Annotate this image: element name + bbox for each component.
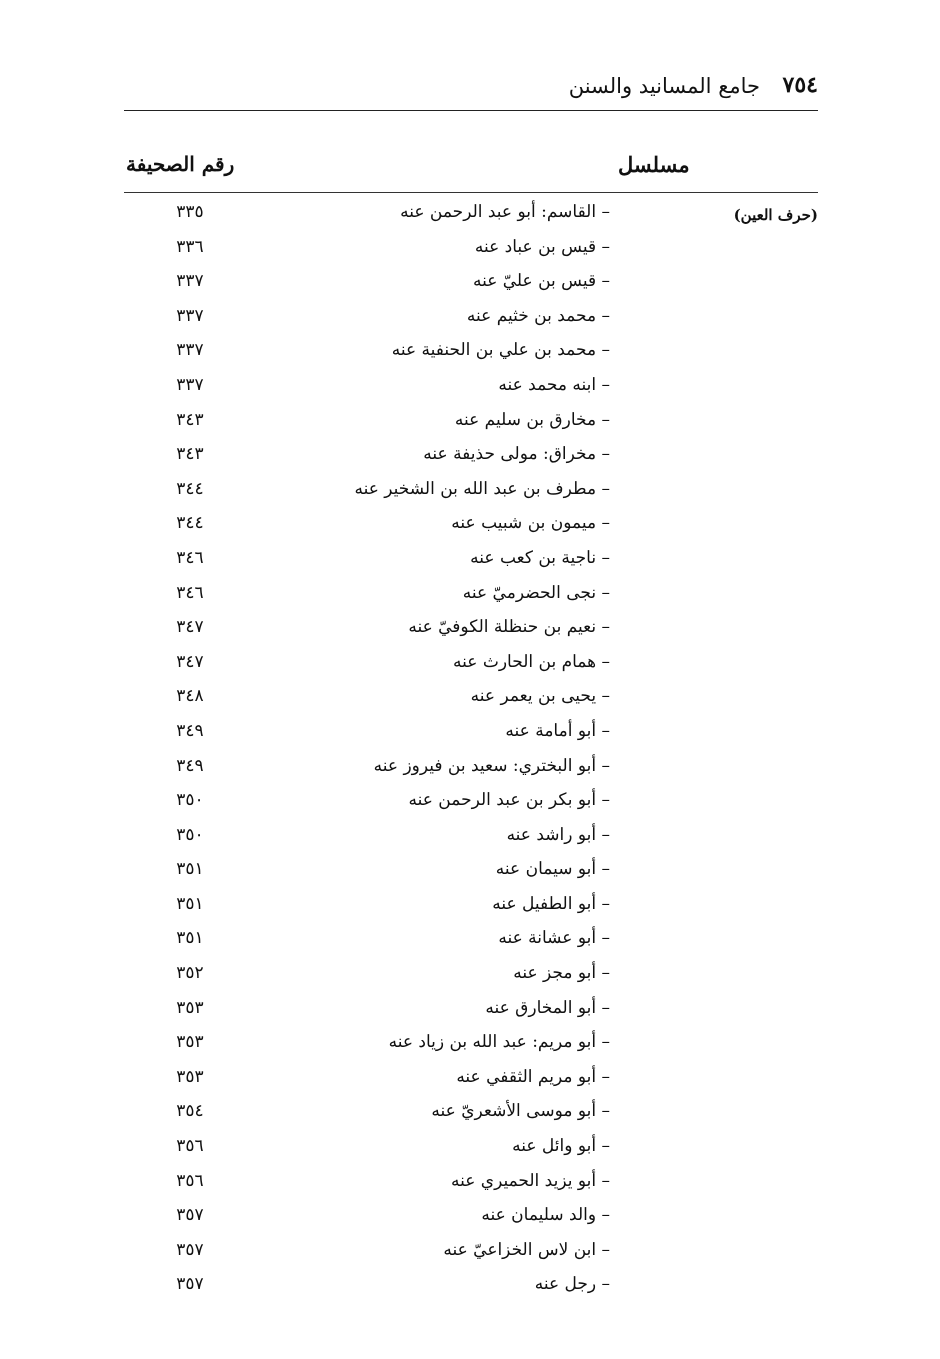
- index-row: [0, 1132, 940, 1167]
- index-entries: [0, 198, 940, 1305]
- entry-page-number: ٣٤٨: [176, 686, 204, 707]
- entry-text: – يحيى بن يعمر عنه: [470, 686, 610, 707]
- entry-text: – القاسم: أبو عبد الرحمن عنه: [400, 202, 610, 222]
- entry-page-number: ٣٤٤: [176, 478, 204, 499]
- entry-page-number: ٣٥٠: [176, 824, 204, 845]
- entry-text: – ناجية بن كعب عنه: [470, 547, 610, 568]
- entry-page-number: ٣٣٧: [176, 305, 204, 326]
- page-number: ٧٥٤: [782, 72, 818, 98]
- index-row: [0, 406, 940, 441]
- index-row: [0, 959, 940, 994]
- index-row: [0, 855, 940, 890]
- index-row: [0, 613, 940, 648]
- entry-text: – مخراق: مولى حذيفة عنه: [423, 444, 610, 465]
- entry-text: – رجل عنه: [534, 1274, 610, 1295]
- entry-page-number: ٣٥١: [176, 859, 204, 880]
- entry-page-number: ٣٥٦: [176, 1136, 204, 1157]
- index-row: [0, 198, 940, 233]
- entry-text: – أبو مجز عنه: [513, 963, 610, 984]
- entry-text: – قيس بن عباد عنه: [474, 236, 610, 257]
- entry-page-number: ٣٣٦: [176, 236, 204, 257]
- entry-page-number: ٣٣٥: [176, 202, 204, 222]
- entry-page-number: ٣٥١: [176, 928, 204, 949]
- entry-text: – والد سليمان عنه: [481, 1205, 610, 1226]
- entry-text: – محمد بن علي بن الحنفية عنه: [391, 340, 610, 361]
- index-row: [0, 717, 940, 752]
- index-row: [0, 1097, 940, 1132]
- index-row: [0, 440, 940, 475]
- page-number-column-header: رقم الصحيفة: [126, 152, 235, 176]
- entry-page-number: ٣٥٣: [176, 997, 204, 1018]
- index-row: [0, 1236, 940, 1271]
- entry-page-number: ٣٥١: [176, 893, 204, 914]
- index-row: [0, 924, 940, 959]
- index-row: [0, 1063, 940, 1098]
- entry-text: – أبو سيمان عنه: [495, 859, 610, 880]
- entry-text: – أبو مريم الثقفي عنه: [456, 1066, 610, 1087]
- entry-text: – همام بن الحارث عنه: [453, 651, 610, 672]
- entry-page-number: ٣٤٣: [176, 444, 204, 465]
- entry-page-number: ٣٥٦: [176, 1170, 204, 1191]
- entry-text: – ابن لاس الخزاعيّ عنه: [443, 1239, 610, 1260]
- entry-text: – أبو موسى الأشعريّ عنه: [431, 1101, 610, 1122]
- index-row: [0, 1270, 940, 1305]
- entry-page-number: ٣٤٧: [176, 617, 204, 638]
- entry-text: – أبو الطفيل عنه: [492, 893, 610, 914]
- index-row: [0, 648, 940, 683]
- entry-text: – أبو بكر بن عبد الرحمن عنه: [408, 790, 610, 811]
- entry-page-number: ٣٥٣: [176, 1032, 204, 1053]
- index-row: [0, 233, 940, 268]
- entry-text: – محمد بن خثيم عنه: [466, 305, 610, 326]
- entry-text: – أبو مريم: عبد الله بن زياد عنه: [388, 1032, 610, 1053]
- index-row: [0, 752, 940, 787]
- entry-text: – أبو عشانة عنه: [498, 928, 610, 949]
- entry-text: – قيس بن عليّ عنه: [472, 271, 610, 292]
- index-row: [0, 302, 940, 337]
- entry-text: – أبو يزيد الحميري عنه: [450, 1170, 610, 1191]
- index-row: [0, 890, 940, 925]
- entry-page-number: ٣٤٩: [176, 755, 204, 776]
- section-label: (حرف العين): [733, 206, 818, 224]
- entry-text: – ابنه محمد عنه: [498, 374, 610, 395]
- entry-text: – مطرف بن عبد الله بن الشخير عنه: [354, 478, 610, 499]
- entry-page-number: ٣٣٧: [176, 340, 204, 361]
- entry-page-number: ٣٣٧: [176, 374, 204, 395]
- index-row: [0, 336, 940, 371]
- index-row: [0, 475, 940, 510]
- page-header: [124, 66, 818, 111]
- index-row: [0, 786, 940, 821]
- serial-column-header: مسلسل: [618, 152, 690, 177]
- entry-text: – أبو وائل عنه: [512, 1136, 610, 1157]
- entry-text: – ميمون بن شبيب عنه: [451, 513, 610, 534]
- entry-text: – مخارق بن سليم عنه: [454, 409, 610, 430]
- index-row: [0, 371, 940, 406]
- entry-page-number: ٣٤٣: [176, 409, 204, 430]
- index-row: [0, 1028, 940, 1063]
- index-row: [0, 1167, 940, 1202]
- entry-page-number: ٣٤٧: [176, 651, 204, 672]
- index-row: [0, 682, 940, 717]
- index-row: [0, 267, 940, 302]
- entry-page-number: ٣٥٧: [176, 1205, 204, 1226]
- entry-page-number: ٣٥٧: [176, 1274, 204, 1295]
- entry-page-number: ٣٣٧: [176, 271, 204, 292]
- entry-text: – نجى الحضرميّ عنه: [462, 582, 610, 603]
- entry-text: – أبو أمامة عنه: [505, 720, 610, 741]
- entry-text: – أبو البختري: سعيد بن فيروز عنه: [373, 755, 610, 776]
- index-row: [0, 544, 940, 579]
- running-title: جامع المسانيد والسنن: [568, 74, 760, 98]
- index-row: [0, 579, 940, 614]
- index-row: [0, 994, 940, 1029]
- entry-text: – أبو راشد عنه: [506, 824, 610, 845]
- entry-page-number: ٣٥٢: [176, 963, 204, 984]
- entry-page-number: ٣٤٦: [176, 582, 204, 603]
- entry-page-number: ٣٥٤: [176, 1101, 204, 1122]
- entry-page-number: ٣٤٩: [176, 720, 204, 741]
- index-row: [0, 821, 940, 856]
- index-row: [0, 1201, 940, 1236]
- entry-text: – نعيم بن حنظلة الكوفيّ عنه: [408, 617, 610, 638]
- column-headers: [124, 150, 818, 193]
- entry-page-number: ٣٤٤: [176, 513, 204, 534]
- entry-text: – أبو المخارق عنه: [485, 997, 610, 1018]
- entry-page-number: ٣٤٦: [176, 547, 204, 568]
- entry-page-number: ٣٥٣: [176, 1066, 204, 1087]
- entry-page-number: ٣٥٧: [176, 1239, 204, 1260]
- index-row: [0, 509, 940, 544]
- entry-page-number: ٣٥٠: [176, 790, 204, 811]
